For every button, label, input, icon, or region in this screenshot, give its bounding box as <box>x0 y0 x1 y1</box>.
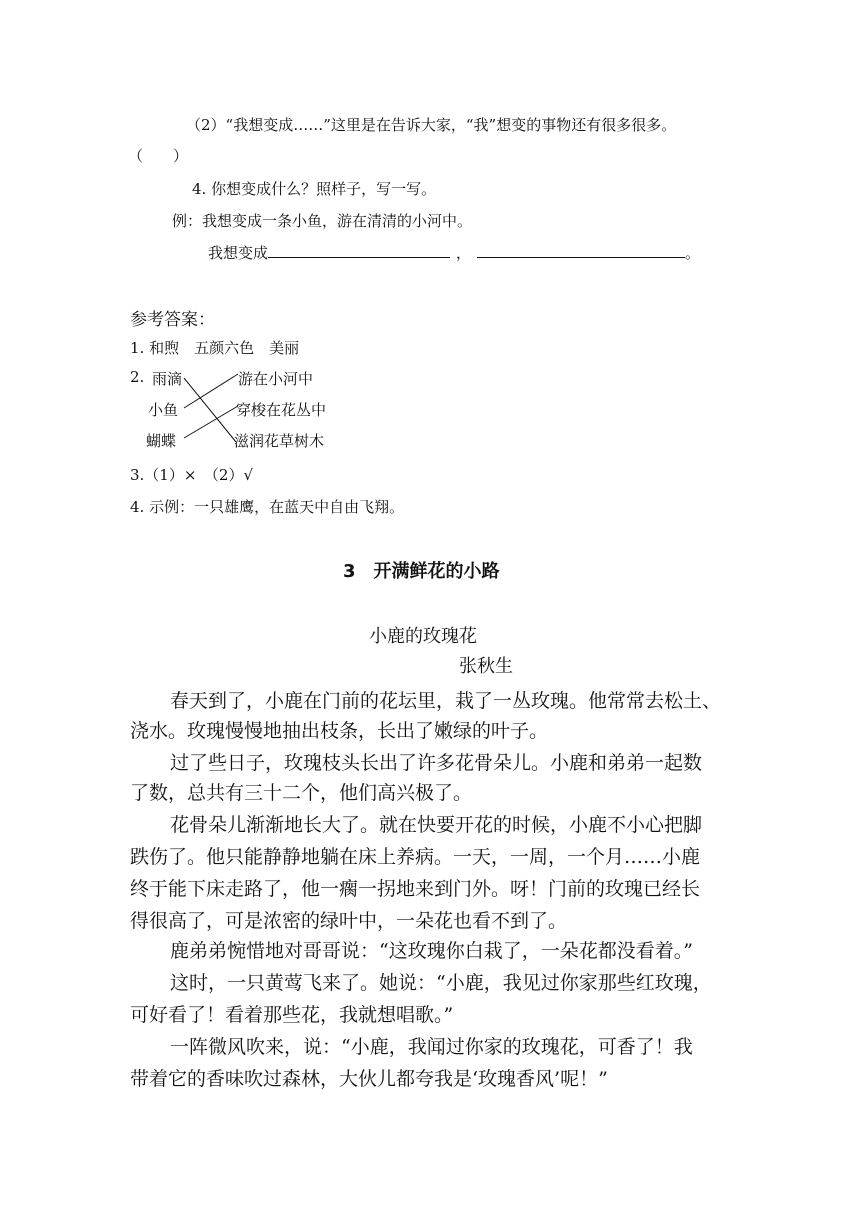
story-line: 了数，总共有三十二个，他们高兴极了。 <box>130 782 473 804</box>
fill-prefix: 我想变成 <box>208 244 269 262</box>
story-line: 带着它的香味吹过森林，大伙儿都夸我是‘玫瑰香风’呢！” <box>130 1068 608 1090</box>
example-sentence: 例：我想变成一条小鱼，游在清清的小河中。 <box>172 212 473 230</box>
answer-parentheses: （ ） <box>128 147 189 165</box>
answer-3: 3.（1）× （2）√ <box>130 466 254 484</box>
match-left-3: 蝴蝶 <box>146 432 177 450</box>
fill-in-line <box>208 241 700 263</box>
match-left-2: 小鱼 <box>148 401 179 419</box>
story-line: 花骨朵儿渐渐地长大了。就在快要开花的时候，小鹿不小心把脚 <box>170 814 703 836</box>
story-line: 鹿弟弟惋惜地对哥哥说：“这玫瑰你白栽了，一朵花都没看着。” <box>170 940 693 962</box>
story-line: 过了些日子，玫瑰枝头长出了许多花骨朵儿。小鹿和弟弟一起数 <box>170 752 703 774</box>
story-line: 这时，一只黄莺飞来了。她说：“小鹿，我见过你家那些红玫瑰， <box>170 972 712 994</box>
story-line: 春天到了，小鹿在门前的花坛里，栽了一丛玫瑰。他常常去松土、 <box>170 690 722 712</box>
story-author: 张秋生 <box>459 656 513 677</box>
match-line-fish <box>184 374 238 408</box>
story-line: 可好看了！看着那些花，我就想唱歌。” <box>130 1004 454 1026</box>
fill-comma: ， <box>456 244 472 262</box>
match-right-1: 游在小河中 <box>238 370 314 388</box>
match-line-raindrop <box>184 378 236 442</box>
matching-lines <box>180 364 242 448</box>
story-line: 一阵微风吹来，说：“小鹿，我闻过你家的玫瑰花，可香了！我 <box>170 1036 693 1058</box>
fill-blank-1[interactable] <box>268 241 450 258</box>
story-line: 终于能下床走路了，他一瘸一拐地来到门外。呀！门前的玫瑰已经长 <box>130 878 701 900</box>
story-line: 得很高了，可是浓密的绿叶中，一朵花也看不到了。 <box>130 910 568 932</box>
fill-blank-2[interactable] <box>477 241 685 258</box>
fill-end: 。 <box>685 244 701 262</box>
story-title: 小鹿的玫瑰花 <box>369 626 477 647</box>
match-left-1: 雨滴 <box>152 370 183 388</box>
answer-2-number: 2. <box>130 368 145 386</box>
match-right-2: 穿梭在花丛中 <box>236 401 327 419</box>
story-line: 浇水。玫瑰慢慢地抽出枝条，长出了嫩绿的叶子。 <box>130 720 549 742</box>
question-4: 4. 你想变成什么？照样子，写一写。 <box>192 180 437 198</box>
answers-heading: 参考答案： <box>130 310 215 330</box>
question-3-2: （2）“我想变成……”这里是在告诉大家，“我”想变的事物还有很多很多。 <box>186 116 677 134</box>
answer-1: 1. 和煦 五颜六色 美丽 <box>130 339 300 357</box>
match-right-3: 滋润花草树木 <box>234 432 325 450</box>
section-title: 3 开满鲜花的小路 <box>343 561 500 582</box>
answer-4: 4. 示例：一只雄鹰，在蓝天中自由飞翔。 <box>130 498 405 516</box>
story-line: 跌伤了。他只能静静地躺在床上养病。一天，一周，一个月……小鹿 <box>130 846 701 868</box>
